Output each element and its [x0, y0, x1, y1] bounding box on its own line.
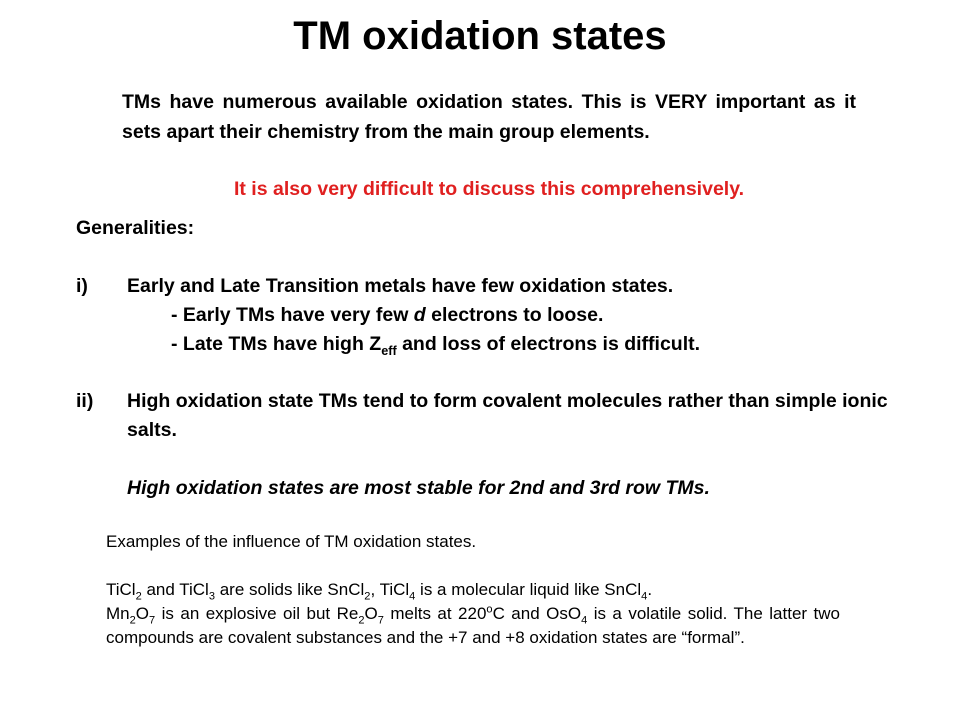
subpoint-text: electrons to loose.: [425, 304, 604, 326]
text: are solids like SnCl: [215, 580, 365, 599]
text: melts at 220: [383, 604, 487, 623]
subscript: 4: [641, 590, 648, 603]
slide-title: TM oxidation states: [293, 14, 667, 58]
subpoint-text: - Early TMs have very few: [171, 304, 414, 326]
item-subpoint-early: [127, 301, 917, 330]
examples-line-1: [106, 578, 840, 602]
text: O: [364, 604, 378, 623]
subscript: 4: [581, 614, 588, 627]
item-body: [127, 387, 917, 503]
text: TiCl: [106, 580, 136, 599]
subscript: 2: [129, 614, 136, 627]
item-main-text: High oxidation state TMs tend to form covalent molecules rather than simple ionic salts.: [127, 390, 888, 441]
subscript: 2: [135, 590, 142, 603]
item-subpoint-late: [127, 330, 917, 359]
subscript: eff: [381, 343, 397, 358]
text: .: [647, 580, 653, 599]
examples-heading: Examples of the influence of TM oxidation states.: [106, 532, 477, 551]
subpoint-italic: d: [413, 304, 426, 326]
subscript: 4: [409, 590, 416, 603]
text: C and OsO: [492, 604, 582, 623]
item-note: High oxidation states are most stable for 2nd and 3rd row TMs.: [127, 477, 710, 499]
subscript: 2: [364, 590, 371, 603]
text: is a volatile solid. The latter two compounds are covalent substances and the +7 and +8 oxidation states are “formal”.: [106, 604, 840, 647]
item-number: i): [76, 275, 88, 297]
intro-highlight: It is also very difficult to discuss this comprehensively.: [233, 178, 745, 200]
subscript: 7: [377, 614, 384, 627]
subpoint-text: - Late TMs have high Z: [171, 333, 382, 355]
superscript: o: [486, 603, 493, 616]
subpoint-text: and loss of electrons is difficult.: [396, 333, 701, 355]
text: and TiCl: [141, 580, 209, 599]
intro-paragraph: TMs have numerous available oxidation states. This is VERY important as it sets apart their chemistry from the main group elements.: [122, 91, 856, 143]
text: O: [135, 604, 150, 623]
item-main-text: Early and Late Transition metals have few oxidation states.: [127, 275, 674, 297]
subscript: 2: [358, 614, 365, 627]
subscript: 3: [208, 590, 215, 603]
text: is an explosive oil but Re: [155, 604, 359, 623]
text: is a molecular liquid like SnCl: [415, 580, 642, 599]
examples-paragraph-2: [106, 602, 840, 650]
subscript: 7: [149, 614, 156, 627]
text: , TiCl: [370, 580, 410, 599]
item-body: [127, 272, 917, 359]
item-number: ii): [76, 390, 94, 412]
generalities-heading: Generalities:: [76, 217, 195, 239]
examples-block: [106, 530, 840, 650]
text: Mn: [106, 604, 130, 623]
